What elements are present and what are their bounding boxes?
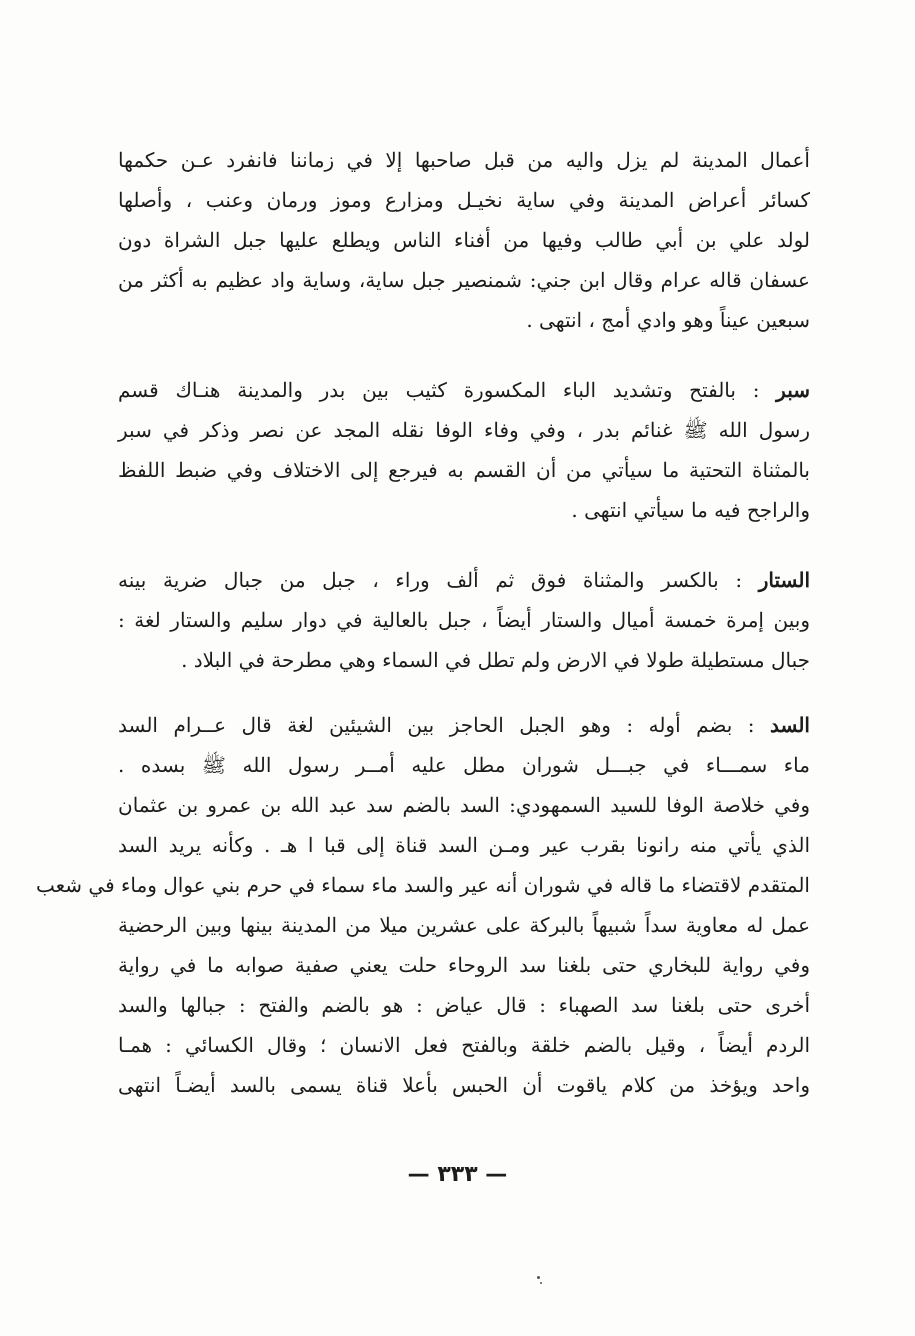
entry-text: : بضم أوله : وهو الجبل الحاجز بين الشيئين لغة قال عــرام السد [118,713,770,737]
text-line: عمل له معاوية سداً شبيهاً بالبركة على عشرين ميلا من المدينة بينها وبين الرحضية [118,913,810,937]
entry-text: : بالفتح وتشديد الباء المكسورة كثيب بين بدر والمدينة هنـاك قسم [118,378,777,402]
text-line: عسفان قاله عرام وقال ابن جني: شمنصير جبل ساية، وساية واد عظيم به أكثر من [118,268,810,292]
entry-al-sadd [36,705,810,1105]
text-line [118,370,810,410]
text-line: وفي رواية للبخاري حتى بلغنا سد الروحاء حلت يعني صفية صوابه ما في رواية [118,953,810,977]
paragraph-saya [118,140,810,340]
entry-heading: السد [770,713,810,737]
text-line: والراجح فيه ما سيأتي انتهى . [571,498,810,522]
text-line: وفي خلاصة الوفا للسيد السمهودي: السد بالضم سد عبد الله بن عمرو بن عثمان [118,793,810,817]
text-line: بالمثناة التحتية ما سيأتي من أن القسم به فيرجع إلى الاختلاف وفي ضبط اللفظ [118,458,810,482]
text-line: ماء سمـــاء في جبـــل شوران مطل عليه أمــر رسول الله ﷺ بسده . [118,753,810,777]
text-line [118,705,810,745]
entry-heading: سبر [776,378,810,402]
entry-sabr [118,370,810,530]
entry-text: : بالكسر والمثناة فوق ثم ألف وراء ، جبل من جبال ضرية بينه [118,568,759,592]
text-line: أعمال المدينة لم يزل واليه من قبل صاحبها إلا في زماننا فانفرد عـن حكمها [118,148,810,172]
text-line: رسول الله ﷺ غنائم بدر ، وفي وفاء الوفا نقله المجد عن نصر وذكر في سبر [118,418,810,442]
entry-heading: الستار [758,568,810,592]
text-line [118,560,810,600]
text-line: واحد ويؤخذ من كلام ياقوت أن الحبس بأعلا قناة يسمى بالسد أيضـاً انتهى [118,1073,810,1097]
scan-speck [537,1276,540,1279]
page-number: — ٣٣٣ — [407,1162,508,1187]
text-line: سبعين عيناً وهو وادي أمج ، انتهى . [526,308,810,332]
text-line: كسائر أعراض المدينة وفي ساية نخيـل ومزارع وموز ورمان وعنب ، وأصلها [118,188,810,212]
text-line: المتقدم لاقتضاء ما قاله في شوران أنه عير والسد ماء سماء في حرم بني عوال وماء في شعب [36,873,810,897]
text-line: الردم أيضاً ، وقيل بالضم خلقة وبالفتح فعل الانسان ؛ وقال الكسائي : همـا [118,1033,810,1057]
entry-al-sitar [118,560,810,680]
text-line: لولد علي بن أبي طالب وفيها من أفناء الناس ويطلع عليها جبل الشراة دون [118,228,810,252]
text-line: وبين إمرة خمسة أميال والستار أيضاً ، جبل بالعالية في دوار سليم والستار لغة : [118,608,810,632]
scan-speck [540,1282,542,1284]
text-line: أخرى حتى بلغنا سد الصهباء : قال عياض : هو بالضم والفتح : جبالها والسد [118,993,810,1017]
text-line: الذي يأتي منه رانونا بقرب عير ومـن السد قناة إلى قبا ا هـ . وكأنه يريد السد [118,833,810,857]
text-line: جبال مستطيلة طولا في الارض ولم تطل في السماء وهي مطرحة في البلاد . [181,648,810,672]
